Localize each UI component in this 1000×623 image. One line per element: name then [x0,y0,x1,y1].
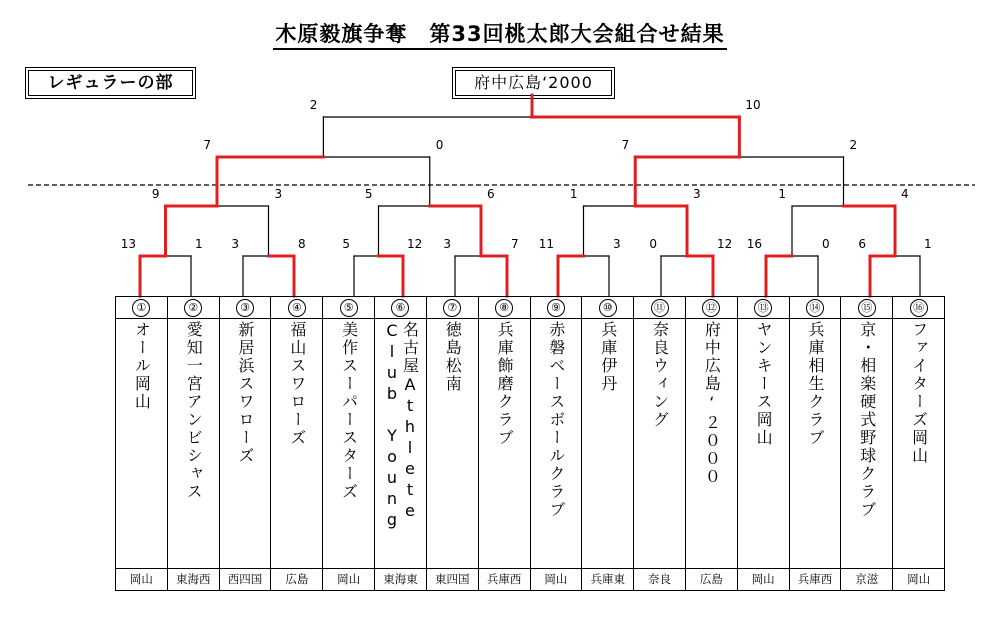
division-label: レギュラーの部 [28,70,193,96]
team-name [841,321,892,565]
page-title: 木原毅旗争奪 第33回桃太郎大会組合せ結果 [0,18,1000,48]
team-column [116,297,168,590]
seed-circle: ⑤ [340,299,358,317]
bracket-lines-losers [166,117,921,296]
team-seed-number [116,297,167,319]
score-label: 2 [309,98,318,112]
team-name-text: 新居浜スワローズ [236,321,256,465]
team-column [427,297,479,590]
team-name-text: 京・相楽硬式野球クラブ [857,321,877,519]
team-region: 兵庫西 [479,568,530,590]
score-label: 12 [407,237,423,251]
score-label: 4 [901,187,909,201]
team-column [738,297,790,590]
team-seed-number [168,297,219,319]
team-region: 西四国 [220,568,271,590]
team-name-text: ヤンキース岡山 [754,321,774,447]
team-region: 岡山 [323,568,374,590]
seed-circle: ⑧ [495,299,513,317]
team-region: 岡山 [738,568,789,590]
team-column [790,297,842,590]
team-seed-number [893,297,944,319]
seed-circle: ⑩ [599,299,617,317]
score-label: 11 [538,237,554,251]
team-name [634,321,685,565]
team-column [375,297,427,590]
team-name-text: 美作スーパースターズ [339,321,359,501]
team-region: 岡山 [531,568,582,590]
team-column [479,297,531,590]
team-name [116,321,167,565]
score-label: 3 [231,237,239,251]
seed-circle: ① [132,299,150,317]
team-name [686,321,737,565]
team-seed-number [479,297,530,319]
seed-circle: ⑭ [806,299,824,317]
score-label: 2 [849,138,858,152]
team-name-text: ファイターズ岡山 [909,321,929,465]
seed-circle: ④ [288,299,306,317]
team-name-text: 府中広島‘２０００ [702,321,722,486]
team-column [841,297,893,590]
team-name [582,321,633,565]
team-seed-number [323,297,374,319]
score-label: 10 [745,98,761,112]
team-name [375,321,426,565]
team-seed-number [375,297,426,319]
bracket-scores [121,98,932,251]
team-region: 東海西 [168,568,219,590]
team-name-text: 福山スワローズ [287,321,307,447]
team-name-text: 兵庫飾磨クラブ [495,321,515,447]
seed-circle: ② [184,299,202,317]
score-label: 1 [924,237,932,251]
team-name [738,321,789,565]
score-label: 13 [120,237,136,251]
team-seed-number [220,297,271,319]
seed-circle: ⑦ [443,299,461,317]
team-seed-number [738,297,789,319]
seed-circle: ⑨ [547,299,565,317]
score-label: 7 [511,237,519,251]
team-region: 東四国 [427,568,478,590]
team-column [686,297,738,590]
seed-circle: ⑬ [754,299,772,317]
score-label: 5 [364,187,373,201]
team-region: 広島 [686,568,737,590]
team-region: 京滋 [841,568,892,590]
score-label: 1 [778,187,786,201]
team-name [893,321,944,565]
team-name-text: 兵庫相生クラブ [805,321,825,447]
team-name-text: 兵庫伊丹 [598,321,618,393]
team-seed-number [271,297,322,319]
seed-circle: ③ [236,299,254,317]
team-region: 広島 [271,568,322,590]
team-seed-number [686,297,737,319]
score-label: 3 [274,187,283,201]
team-name-text: 赤磐ベースボールクラブ [546,321,566,519]
team-column [634,297,686,590]
score-label: 16 [746,237,762,251]
score-label: 1 [195,237,203,251]
team-seed-number [634,297,685,319]
team-name-text: 徳島松南 [443,321,463,393]
score-label: 3 [693,187,701,201]
team-region: 東海東 [375,568,426,590]
team-name [323,321,374,565]
team-column [323,297,375,590]
score-label: 9 [151,187,160,201]
team-column [220,297,272,590]
score-label: 6 [858,237,866,251]
team-name [531,321,582,565]
score-label: 7 [203,138,211,152]
score-label: 8 [298,237,306,251]
champion-box: 府中広島‘2000 [455,70,612,96]
score-label: 3 [613,237,621,251]
seed-circle: ⑪ [651,299,669,317]
team-region: 奈良 [634,568,685,590]
team-region: 岡山 [893,568,944,590]
team-name [479,321,530,565]
team-name [271,321,322,565]
team-name-text: 奈良ウィング [650,321,670,429]
team-name [168,321,219,565]
team-column [582,297,634,590]
seed-circle: ⑥ [391,299,409,317]
team-name [220,321,271,565]
team-seed-number [427,297,478,319]
team-seed-number [582,297,633,319]
team-column [271,297,323,590]
team-seed-number [531,297,582,319]
seed-circle: ⑫ [702,299,720,317]
score-label: 7 [621,138,630,152]
score-label: 12 [717,237,733,251]
team-column [893,297,944,590]
team-name-text: 愛知一宮アンビシャス [184,321,204,501]
seed-circle: ⑮ [858,299,876,317]
team-column [168,297,220,590]
team-name-text: 名古屋Athlete [400,321,420,522]
team-seed-number [841,297,892,319]
score-label: 0 [822,237,830,251]
team-region: 兵庫東 [582,568,633,590]
seed-circle: ⑯ [910,299,928,317]
team-table [115,296,945,591]
team-seed-number [790,297,841,319]
team-region: 岡山 [116,568,167,590]
score-label: 5 [342,237,350,251]
score-label: 0 [435,138,444,152]
team-region: 兵庫西 [790,568,841,590]
team-name [790,321,841,565]
team-column [531,297,583,590]
team-name-text: Club Young [382,321,402,531]
score-label: 0 [649,237,657,251]
team-name [427,321,478,565]
score-label: 6 [487,187,495,201]
team-name-text: オール岡山 [132,321,152,411]
score-label: 1 [569,187,578,201]
score-label: 3 [443,237,451,251]
